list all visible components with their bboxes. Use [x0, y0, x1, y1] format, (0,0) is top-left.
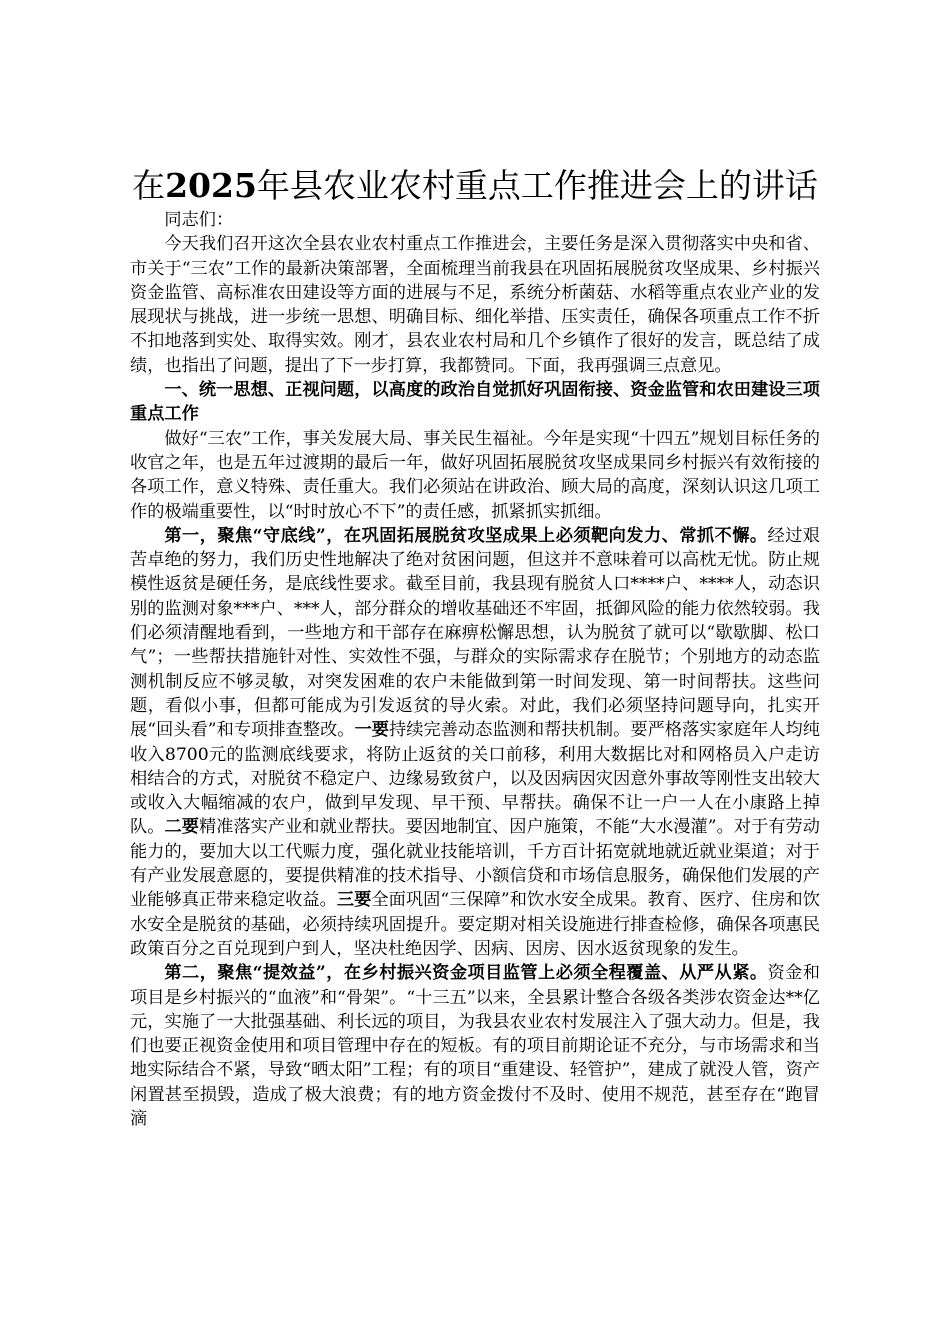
document-title	[130, 163, 820, 208]
section1-paragraph: 做好“三农”工作，事关发展大局、事关民生福祉。今年是实现“十四五”规划目标任务的收官之年，也是五年过渡期的最后一年，做好巩固拓展脱贫攻坚成果同乡村振兴有效衔接的各项工作，意义特殊、责任重大。我们必须站在讲政治、顾大局的高度，深刻认识这几项工作的极端重要性，以“时时放心不下”的责任感，抓紧抓实抓细。	[130, 428, 820, 522]
second-point-text: 资金和项目是乡村振兴的“血液”和“骨架”。“十三五”以来，全县累计整合各级各类涉农资金达**亿元，实施了一大批强基础、利长远的项目，为我县农业农村发展注入了强大动力。但是，我们也要正视资金使用和项目管理中存在的短板。有的项目前期论证不充分，与市场需求和当地实际结合不紧，导致“晒太阳”工程；有的项目“重建设、轻管护”，建成了就没人管，资产闲置甚至损毁，造成了极大浪费；有的地方资金拨付不及时、使用不规范，甚至存在“跑冒滴	[130, 963, 820, 1129]
first-point-text-2: 持续完善动态监测和帮扶机制。要严格落实家庭年人均纯收入8700元的监测底线要求，将防止返贫的关口前移，利用大数据比对和网格员入户走访相结合的方式，对脱贫不稳定户、边缘易致贫户，以及因病因灾因意外事故等刚性支出较大或收入大幅缩减的农户，做到早发现、早干预、早帮扶。确保不让一户一人在小康路上掉队。	[130, 720, 820, 838]
second-point-paragraph	[130, 961, 820, 1131]
first-point-keyword-1: 一要	[354, 720, 390, 741]
title-prefix: 在	[132, 166, 166, 205]
intro-paragraph: 今天我们召开这次全县农业农村重点工作推进会，主要任务是深入贯彻落实中央和省、市关于“三农”工作的最新决策部署，全面梳理当前我县在巩固拓展脱贫攻坚成果、乡村振兴资金监管、高标准农田建设等方面的进展与不足，系统分析菌菇、水稻等重点农业产业的发展现状与挑战，进一步统一思想、明确目标、细化举措、压实责任，确保各项重点工作不折不扣地落到实处、取得实效。刚才，县农业农村局和几个乡镇作了很好的发言，既总结了成绩，也指出了问题，提出了下一步打算，我都赞同。下面，我再强调三点意见。	[130, 234, 820, 376]
second-point-lead: 第二，聚焦“提效益”，在乡村振兴资金项目监管上必须全程覆盖、从严从紧。	[164, 963, 768, 984]
first-point-text-4: 全面巩固“三保障”和饮水安全成果。教育、医疗、住房和饮水安全是脱贫的基础，必须持续巩固提升。要定期对相关设施进行排查检修，确保各项惠民政策百分之百兑现到户到人，坚决杜绝因学、因病、因房、因水返贫现象的发生。	[130, 890, 820, 959]
first-point-keyword-2: 二要	[164, 817, 199, 838]
title-year: 2025	[165, 166, 257, 205]
first-point-text-1: 经过艰苦卓绝的努力，我们历史性地解决了绝对贫困问题，但这并不意味着可以高枕无忧。防止规模性返贫是硬任务，是底线性要求。截至目前，我县现有脱贫人口****户、****人，动态识别的监测对象***户、***人，部分群众的增收基础还不牢固，抵御风险的能力依然较弱。我们必须清醒地看到，一些地方和干部存在麻痹松懈思想，认为脱贫了就可以“歇歇脚、松口气”；一些帮扶措施针对性、实效性不强，与群众的实际需求存在脱节；个别地方的动态监测机制反应不够灵敏，对突发困难的农户未能做到第一时间发现、第一时间帮扶。这些问题，看似小事，但都可能成为引发返贫的导火索。对此，我们必须坚持问题导向，扎实开展“回头看”和专项排查整改。	[130, 525, 820, 741]
salutation: 同志们：	[164, 210, 234, 230]
section-heading-1: 一、统一思想、正视问题，以高度的政治自觉抓好巩固衔接、资金监管和农田建设三项重点工作	[130, 380, 820, 425]
first-point-keyword-3: 三要	[336, 890, 372, 911]
first-point-lead: 第一，聚焦“守底线”，在巩固拓展脱贫攻坚成果上必须靶向发力、常抓不懈。	[164, 525, 768, 546]
first-point-text-3: 精准落实产业和就业帮扶。要因地制宜、因户施策，不能“大水漫灌”。对于有劳动能力的，要加大以工代赈力度，强化就业技能培训，千方百计拓宽就地就近就业渠道；对于有产业发展意愿的，要提供精准的技术指导、小额信贷和市场信息服务，确保他们发展的产业能够真正带来稳定收益。	[130, 817, 820, 911]
title-rest: 年县农业农村重点工作推进会上的讲话	[256, 166, 818, 205]
first-point-paragraph	[130, 524, 820, 961]
